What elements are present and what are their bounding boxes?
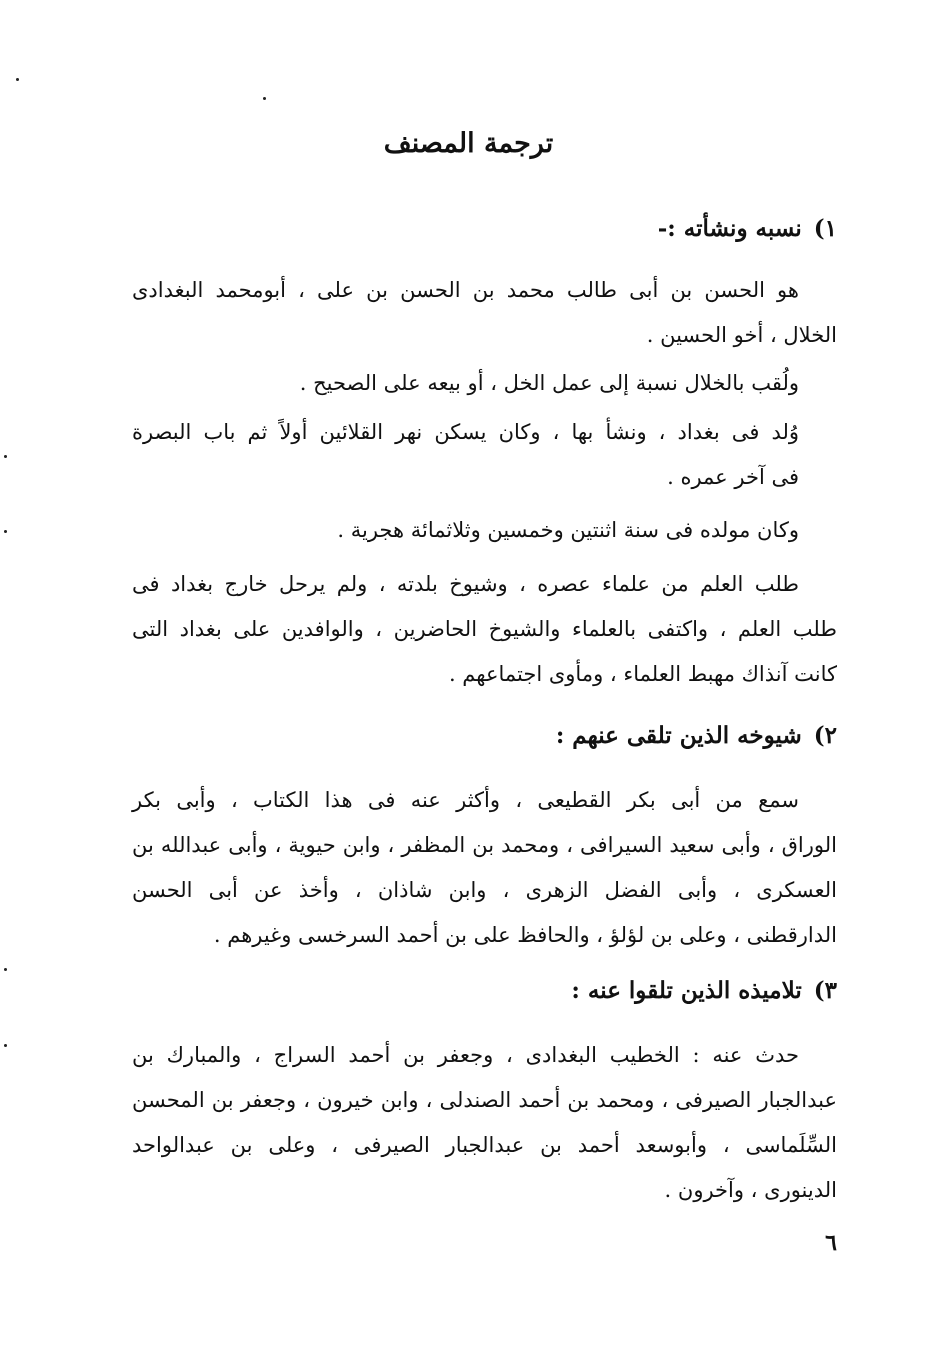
text-line: هو الحسن بن أبى طالب محمد بن الحسن بن على ، أبومحمد البغدادى [132,278,799,302]
text-line: كانت آنذاك مهبط العلماء ، ومأوى اجتماعهم . [448,662,837,686]
section-number: ٢) [813,722,837,749]
page-title: ترجمة المصنف [383,128,554,159]
print-speck [4,530,7,533]
section-heading-students [571,977,837,1004]
text-line: ولُقب بالخلال نسبة إلى عمل الخل ، أو بيعه على الصحيح . [299,371,799,395]
paragraph-nickname [132,361,837,406]
print-speck [4,968,7,971]
paragraph-students [132,1033,837,1213]
section-heading-text: نسبه ونشأته :- [657,215,802,242]
paragraph-name [132,268,837,358]
paragraph-education [132,562,837,697]
text-line: فى آخر عمره . [667,465,799,489]
print-speck [4,1044,7,1047]
text-line: وُلد فى بغداد ، ونشأ بها ، وكان يسكن نهر القلائين أولاً ثم باب البصرة [132,420,799,444]
text-line: العسكرى ، وأبى الفضل الزهرى ، وابن شاذان ، وأخذ عن أبى الحسن [132,878,837,902]
text-line: السِّلَماسى ، وأبوسعد أحمد بن عبدالجبار الصيرفى ، وعلى بن عبدالواحد [132,1133,837,1157]
text-line: عبدالجبار الصيرفى ، ومحمد بن أحمد الصندلى ، وابن خيرون ، وجعفر بن المحسن [132,1088,837,1112]
text-line: طلب العلم من علماء عصره ، وشيوخ بلدته ، ولم يرحل خارج بغداد فى [132,572,799,596]
section-heading-lineage [658,215,837,242]
text-line: الوراق ، وأبى سعيد السيرافى ، ومحمد بن المظفر ، وابن حيوية ، وأبى عبدالله بن [132,833,837,857]
paragraph-birthplace [132,410,837,500]
text-line: سمع من أبى بكر القطيعى ، وأكثر عنه فى هذا الكتاب ، وأبى بكر [132,788,799,812]
section-heading-teachers [556,722,837,749]
text-line: الدينورى ، وآخرون . [664,1178,837,1202]
paragraph-teachers [132,778,837,958]
section-heading-text: شيوخه الذين تلقى عنهم : [555,722,802,749]
section-number: ٣) [813,977,837,1004]
print-speck [263,97,266,100]
text-line: الخلال ، أخو الحسين . [646,323,837,347]
print-speck [16,78,19,81]
text-line: طلب العلم ، واكتفى بالعلماء والشيوخ الحاضرين ، والوافدين على بغداد التى [132,617,837,641]
print-speck [4,455,7,458]
paragraph-birth-year [132,508,837,553]
text-line: وكان مولده فى سنة اثنتين وخمسين وثلاثمائة هجرية . [337,518,799,542]
section-number: ١) [813,215,837,242]
text-line: الدارقطنى ، وعلى بن لؤلؤ ، والحافظ على بن أحمد السرخسى وغيرهم . [213,923,837,947]
text-line: حدث عنه : الخطيب البغدادى ، وجعفر بن أحمد السراج ، والمبارك بن [132,1043,799,1067]
section-heading-text: تلاميذه الذين تلقوا عنه : [571,977,802,1004]
page-number: ٦ [825,1230,837,1256]
